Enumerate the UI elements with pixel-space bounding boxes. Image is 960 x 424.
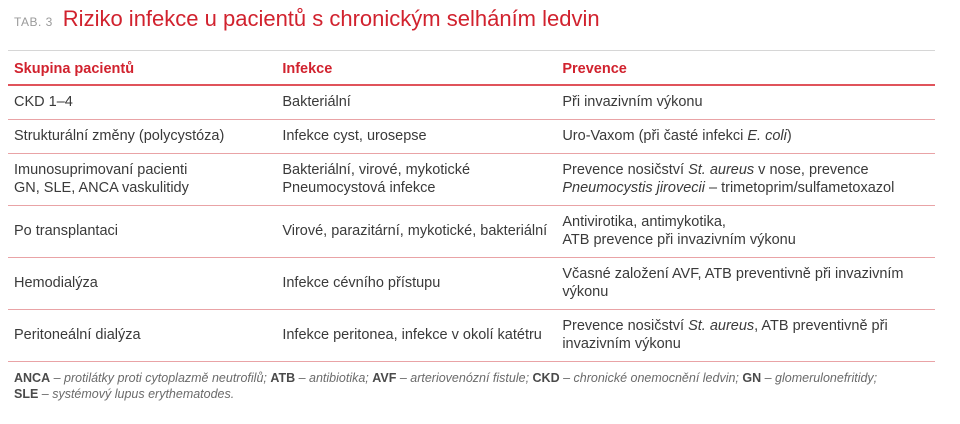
cell-group: Hemodialýza bbox=[8, 257, 276, 309]
abbr-anca: ANCA bbox=[14, 371, 51, 385]
cell-infection: Bakteriální, virové, mykotické Pneumocystová infekce bbox=[276, 153, 556, 205]
table-number: TAB. 3 bbox=[14, 15, 53, 29]
table-row bbox=[8, 205, 935, 257]
abbr-ckd: CKD bbox=[532, 371, 560, 385]
abbr-avf: AVF bbox=[372, 371, 397, 385]
cell-prevention: Při invazivním výkonu bbox=[556, 85, 935, 119]
table-header-row bbox=[8, 55, 935, 85]
cell-group: CKD 1–4 bbox=[8, 85, 276, 119]
cell-group: Strukturální změny (polycystóza) bbox=[8, 119, 276, 153]
table-row bbox=[8, 309, 935, 361]
table-footnote: ANCA – protilátky proti cytoplazmě neutrofilů; ATB – antibiotika; AVF – arteriovenózní fistule; CKD – chronické onemocnění ledvin; GN – glomerulonefritidy; SLE – systémový lupus erythematodes. bbox=[14, 371, 878, 401]
table-title: Riziko infekce u pacientů s chronickým selháním ledvin bbox=[62, 6, 600, 31]
infection-risk-table bbox=[8, 55, 935, 362]
cell-prevention: Včasné založení AVF, ATB preventivně při invazivním výkonu bbox=[556, 257, 935, 309]
abbr-atb: ATB bbox=[270, 371, 296, 385]
abbr-sle: SLE bbox=[14, 387, 39, 401]
table-row bbox=[8, 257, 935, 309]
cell-group: Imunosuprimovaní pacienti GN, SLE, ANCA vaskulitidy bbox=[8, 153, 276, 205]
cell-prevention: Prevence nosičství St. aureus v nose, prevence Pneumocystis jirovecii – trimetoprim/sulfametoxazol bbox=[556, 153, 935, 205]
table-caption bbox=[14, 6, 600, 32]
cell-prevention: Prevence nosičství St. aureus, ATB preventivně při invazivním výkonu bbox=[556, 309, 935, 361]
cell-prevention: Antivirotika, antimykotika, ATB prevence při invazivním výkonu bbox=[556, 205, 935, 257]
cell-group: Po transplantaci bbox=[8, 205, 276, 257]
table-row bbox=[8, 119, 935, 153]
column-header-group: Skupina pacientů bbox=[8, 55, 276, 85]
cell-prevention: Uro-Vaxom (při časté infekci E. coli) bbox=[556, 119, 935, 153]
column-header-infection: Infekce bbox=[276, 55, 556, 85]
cell-infection: Infekce cyst, urosepse bbox=[276, 119, 556, 153]
table-row bbox=[8, 153, 935, 205]
table-row bbox=[8, 85, 935, 119]
cell-group: Peritoneální dialýza bbox=[8, 309, 276, 361]
cell-infection: Virové, parazitární, mykotické, bakteriální bbox=[276, 205, 556, 257]
abbr-gn: GN bbox=[742, 371, 762, 385]
cell-infection: Bakteriální bbox=[276, 85, 556, 119]
divider bbox=[8, 50, 935, 51]
cell-infection: Infekce cévního přístupu bbox=[276, 257, 556, 309]
cell-infection: Infekce peritonea, infekce v okolí katétru bbox=[276, 309, 556, 361]
column-header-prevention: Prevence bbox=[556, 55, 935, 85]
